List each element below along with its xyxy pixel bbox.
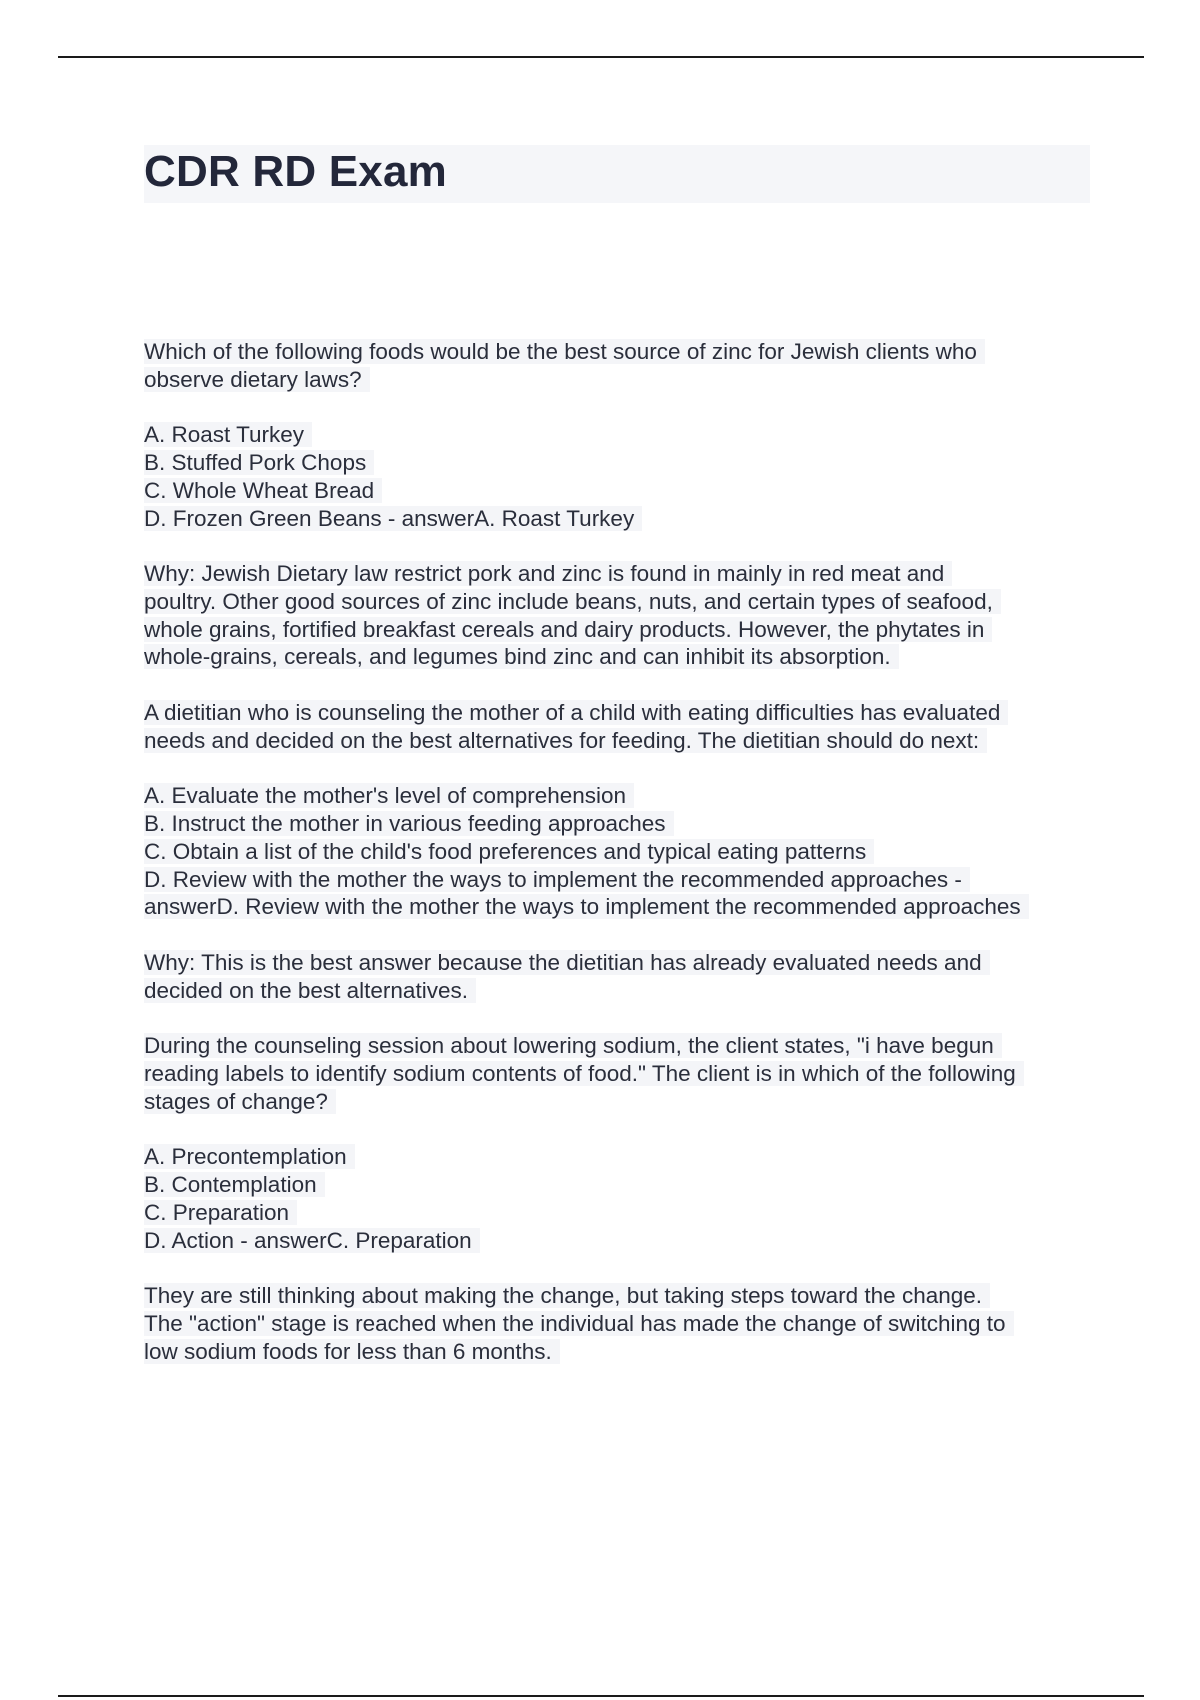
question-3-stem xyxy=(144,1032,1104,1115)
text-line: poultry. Other good sources of zinc include beans, nuts, and certain types of seafood, xyxy=(144,589,1001,614)
question-3-options xyxy=(144,1143,1104,1254)
text-line: Which of the following foods would be the best source of zinc for Jewish clients who xyxy=(144,339,985,364)
question-1-stem xyxy=(144,338,1104,393)
text-line: whole-grains, cereals, and legumes bind zinc and can inhibit its absorption. xyxy=(144,644,899,669)
text-line: The "action" stage is reached when the individual has made the change of switching to xyxy=(144,1311,1014,1336)
text-line: Why: Jewish Dietary law restrict pork and zinc is found in mainly in red meat and xyxy=(144,561,952,586)
text-line: low sodium foods for less than 6 months. xyxy=(144,1339,560,1364)
text-line: needs and decided on the best alternatives for feeding. The dietitian should do next: xyxy=(144,728,987,753)
text-line: observe dietary laws? xyxy=(144,367,370,392)
top-rule xyxy=(58,56,1144,58)
option-line: A. Evaluate the mother's level of comprehension xyxy=(144,783,634,808)
question-1-options xyxy=(144,421,1104,532)
text-line: They are still thinking about making the change, but taking steps toward the change. xyxy=(144,1283,990,1308)
question-2-explanation xyxy=(144,949,1104,1004)
document-body xyxy=(144,338,1104,1393)
option-line: answerD. Review with the mother the ways to implement the recommended approaches xyxy=(144,894,1029,919)
option-line: D. Review with the mother the ways to implement the recommended approaches - xyxy=(144,867,970,892)
option-line: C. Preparation xyxy=(144,1200,297,1225)
text-line: reading labels to identify sodium contents of food." The client is in which of the following xyxy=(144,1061,1024,1086)
text-line: decided on the best alternatives. xyxy=(144,978,476,1003)
option-line: A. Precontemplation xyxy=(144,1144,355,1169)
option-line: B. Contemplation xyxy=(144,1172,325,1197)
page-title: CDR RD Exam xyxy=(144,147,447,196)
option-line: B. Instruct the mother in various feeding approaches xyxy=(144,811,674,836)
question-1-explanation xyxy=(144,560,1104,671)
option-line: C. Obtain a list of the child's food preferences and typical eating patterns xyxy=(144,839,874,864)
option-line: A. Roast Turkey xyxy=(144,422,312,447)
option-line: B. Stuffed Pork Chops xyxy=(144,450,374,475)
text-line: whole grains, fortified breakfast cereals and dairy products. However, the phytates in xyxy=(144,617,992,642)
question-2-stem xyxy=(144,699,1104,754)
text-line: During the counseling session about lowering sodium, the client states, "i have begun xyxy=(144,1033,1002,1058)
option-line: D. Frozen Green Beans - answerA. Roast Turkey xyxy=(144,506,642,531)
question-2-options xyxy=(144,782,1104,921)
option-line: D. Action - answerC. Preparation xyxy=(144,1228,480,1253)
bottom-rule xyxy=(58,1695,1144,1697)
text-line: Why: This is the best answer because the dietitian has already evaluated needs and xyxy=(144,950,990,975)
question-3-explanation xyxy=(144,1282,1104,1365)
text-line: stages of change? xyxy=(144,1089,336,1114)
option-line: C. Whole Wheat Bread xyxy=(144,478,382,503)
text-line: A dietitian who is counseling the mother of a child with eating difficulties has evaluated xyxy=(144,700,1008,725)
